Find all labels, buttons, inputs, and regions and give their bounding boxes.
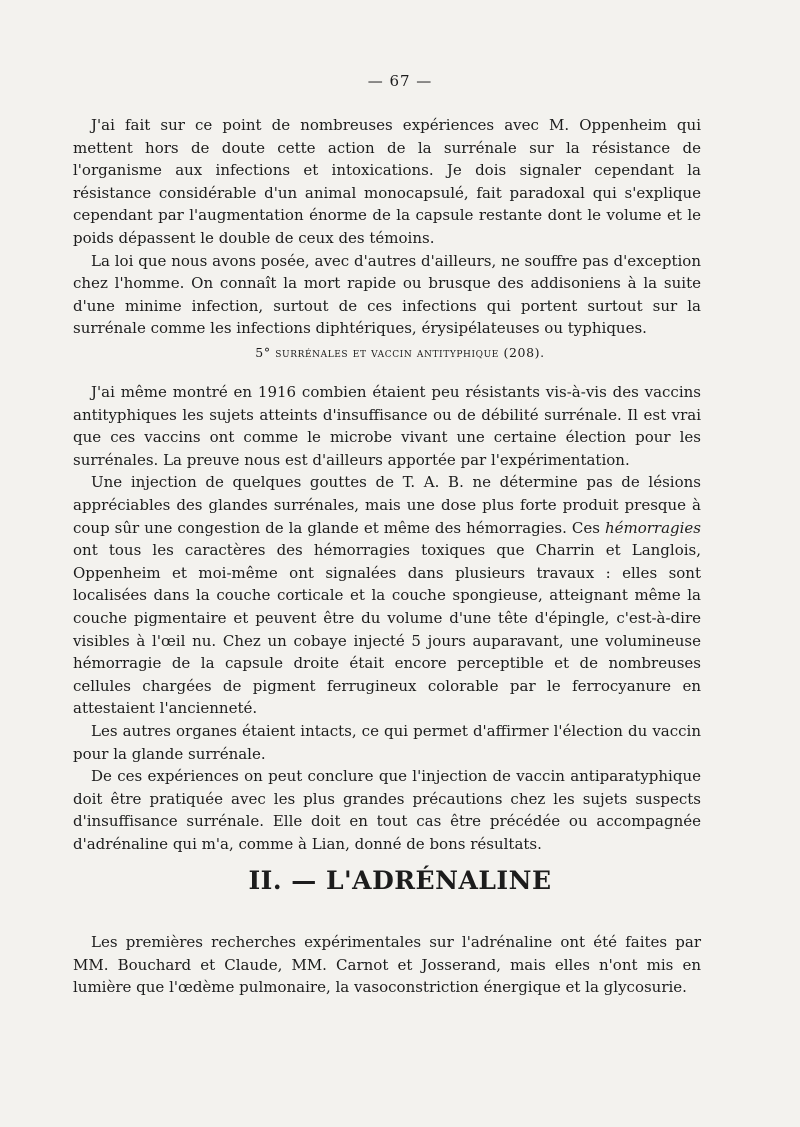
- italic-term: hémorragies: [604, 518, 701, 537]
- text-run: ont tous les caractères des hémorragies toxiques que Charrin et Langlois, Oppenheim et moi-même ont signalées dans plusieurs travaux : elles sont localisées dans la couche corticale et la couche spongieuse, atteignant même la couche pigmentaire et peuvent être du volume d'une tête d'épingle, c'est-à-dire visibles à l'œil nu. Chez un cobaye injecté 5 jours auparavant, une volumineuse hémorragie de la capsule droite était encore perceptible et de nombreuses cellules chargées de pigment ferrugineux colorable par le ferrocyanure en attestaient l'ancienneté.: [73, 541, 701, 718]
- text-block-adrenaline: [73, 931, 701, 999]
- paragraph-hemorrhages: [73, 471, 701, 720]
- chapter-title: II. — L'ADRÉNALINE: [248, 866, 552, 895]
- page-number: — 67 —: [367, 72, 433, 90]
- paragraph: La loi que nous avons posée, avec d'autres d'ailleurs, ne souffre pas d'exception chez l'homme. On connaît la mort rapide ou brusque des addisoniens à la suite d'une minime infection, surtout de ces infections qui portent surtout sur la surrénale comme les infections diphtériques, érysipélateuses ou typhiques.: [73, 251, 701, 338]
- paragraph: J'ai même montré en 1916 combien étaient peu résistants vis-à-vis des vaccins antityphiques les sujets atteints d'insuffisance ou de débilité surrénale. Il est vrai que ces vaccins ont comme le microbe vivant une certaine élection pour les surrénales. La preuve nous est d'ailleurs apportée par l'expérimentation.: [73, 383, 701, 469]
- paragraph: J'ai fait sur ce point de nombreuses expériences avec M. Oppenheim qui mettent hors de doute cette action de la surrénale sur la résistance de l'organisme aux infections et intoxications. Je dois signaler cependant la résistance considérable d'un animal monocapsulé, fait paradoxal qui s'explique cependant par l'augmentation énorme de la capsule restante dont le volume et le poids dépassent le double de ceux des témoins.: [73, 116, 701, 247]
- paragraph: Les premières recherches expérimentales sur l'adrénaline ont été faites par MM. Bouchard et Claude, MM. Carnot et Josserand, mais elles n'ont mis en lumière que l'œdème pulmonaire, la vasoconstriction énergique et la glycosurie.: [73, 933, 701, 997]
- paragraph: De ces expériences on peut conclure que l'injection de vaccin antiparatyphique doit être pratiquée avec les plus grandes précautions chez les sujets suspects d'insuffisance surrénale. Elle doit en tout cas être précédée ou accompagnée d'adrénaline qui m'a, comme à Lian, donné de bons résultats.: [73, 767, 701, 853]
- text-run: Une injection de quelques gouttes de T. A. B. ne détermine pas de lésions appréciables des glandes surrénales, mais une dose plus forte produit presque à coup sûr une congestion de la glande et même des hémorragies. Ces: [73, 473, 701, 537]
- section-heading: 5° surrénales et vaccin antityphique (208).: [255, 345, 545, 360]
- paragraph: Les autres organes étaient intacts, ce qui permet d'affirmer l'élection du vaccin pour la glande surrénale.: [73, 721, 701, 763]
- text-block-resistance: [73, 114, 701, 340]
- text-block-vaccine: [73, 381, 701, 855]
